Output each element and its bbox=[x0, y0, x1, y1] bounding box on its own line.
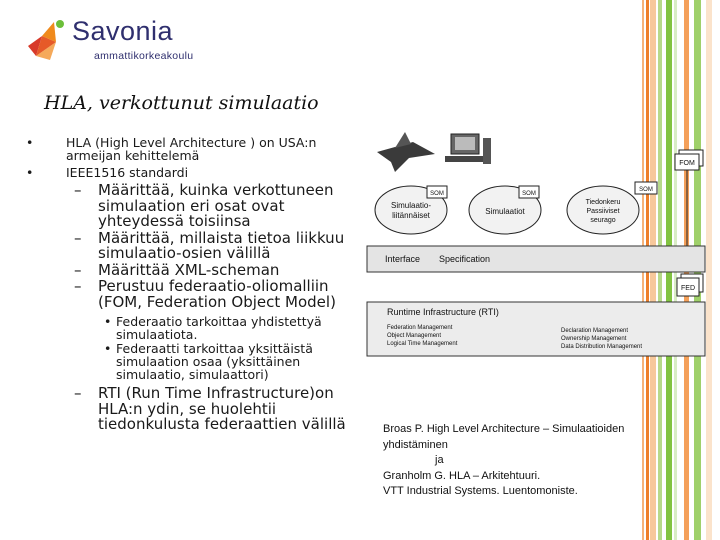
rti-label: Runtime Infrastructure (RTI) bbox=[387, 307, 499, 317]
computer-icon bbox=[445, 134, 491, 164]
bullet-marker: • bbox=[26, 165, 34, 180]
service-label: Federation Management bbox=[387, 325, 453, 331]
slide-body bbox=[26, 136, 361, 434]
sub-sub-bullet-item bbox=[26, 315, 361, 341]
federate-label: Tiedonkeru bbox=[585, 199, 621, 206]
diagram-caption bbox=[383, 422, 683, 500]
logo-name: Savonia bbox=[72, 16, 174, 46]
service-label: Data Distribution Management bbox=[561, 344, 643, 350]
som-label: SOM bbox=[430, 191, 444, 197]
fom-label: FOM bbox=[679, 160, 695, 167]
slide-title: HLA, verkottunut simulaatio bbox=[44, 92, 319, 114]
federate-label: seurago bbox=[590, 217, 616, 224]
sub-bullet-text: Perustuu federaatio-oliomalliin (FOM, Federation Object Model) bbox=[98, 277, 336, 311]
savonia-logo bbox=[22, 14, 202, 64]
sub-bullet-text: RTI (Run Time Infrastructure)on HLA:n ydin, se huolehtii tiedonkulusta federaattien välillä bbox=[98, 384, 346, 433]
interface-label: Interface bbox=[385, 254, 421, 264]
service-label: Declaration Management bbox=[561, 328, 629, 334]
logo-subtitle: ammattikorkeakoulu bbox=[94, 50, 194, 62]
fed-document-icon bbox=[677, 274, 703, 296]
caption-line: Granholm G. HLA – Arkitehtuuri. bbox=[383, 469, 541, 482]
dash-marker: – bbox=[74, 181, 82, 199]
federate-label: Passiiviset bbox=[586, 208, 620, 215]
aircraft-icon bbox=[377, 132, 435, 172]
sub-sub-bullet-text: Federaatti tarkoittaa yksittäistä simulaation osaa (yksittäinen simulaatio, simulaattori) bbox=[116, 341, 313, 382]
fom-document-icon bbox=[675, 150, 703, 170]
federate-simulation-interfaces bbox=[375, 186, 447, 234]
service-label: Logical Time Management bbox=[387, 341, 458, 347]
bullet-text: HLA (High Level Architecture ) on USA:n armeijan kehittelemä bbox=[66, 135, 317, 163]
sub-bullet-item bbox=[26, 386, 361, 433]
sub-bullet-item bbox=[26, 260, 361, 279]
bullet-text: IEEE1516 standardi bbox=[66, 165, 189, 180]
sub-sub-bullet-item bbox=[26, 342, 361, 381]
bullet-marker: • bbox=[104, 314, 112, 329]
sub-bullet-item bbox=[26, 279, 361, 310]
service-label: Ownership Management bbox=[561, 336, 627, 342]
bullet-item bbox=[26, 136, 361, 162]
sub-bullet-item bbox=[26, 183, 361, 230]
federate-label: liitännäiset bbox=[392, 211, 430, 220]
dash-marker: – bbox=[74, 260, 82, 279]
som-label: SOM bbox=[639, 187, 653, 193]
bullet-marker: • bbox=[26, 135, 34, 150]
caption-line: Broas P. High Level Architecture – Simulaatioiden yhdistäminen bbox=[383, 423, 625, 451]
fed-label: FED bbox=[681, 285, 695, 292]
sub-bullet-text: Määrittää, kuinka verkottuneen simulaation eri osat ovat yhteydessä toisiinsa bbox=[98, 181, 334, 230]
service-label: Object Management bbox=[387, 333, 442, 339]
savonia-bird-icon bbox=[22, 16, 68, 62]
federate-label: Simulaatio- bbox=[390, 201, 432, 210]
sub-sub-bullet-text: Federaatio tarkoittaa yhdistettyä simulaatiota. bbox=[116, 314, 322, 342]
caption-line: ja bbox=[435, 454, 444, 466]
federate-simulations bbox=[469, 186, 541, 234]
dash-marker: – bbox=[74, 384, 82, 402]
bullet-marker: • bbox=[104, 341, 112, 356]
federate-label: Simulaatiot bbox=[485, 207, 525, 216]
caption-line: VTT Industrial Systems. Luentomoniste. bbox=[383, 485, 578, 497]
sub-bullet-item bbox=[26, 228, 361, 262]
bullet-item bbox=[26, 166, 361, 179]
hla-architecture-diagram bbox=[365, 128, 707, 358]
specification-label: Specification bbox=[439, 254, 491, 264]
dash-marker: – bbox=[74, 228, 82, 247]
sub-bullet-text: Määrittää, millaista tietoa liikkuu simulaatio-osien välillä bbox=[98, 228, 345, 262]
som-label: SOM bbox=[522, 191, 536, 197]
sub-bullet-text: Määrittää XML-scheman bbox=[98, 260, 280, 279]
federate-data-collection bbox=[567, 182, 657, 234]
dash-marker: – bbox=[74, 277, 82, 295]
